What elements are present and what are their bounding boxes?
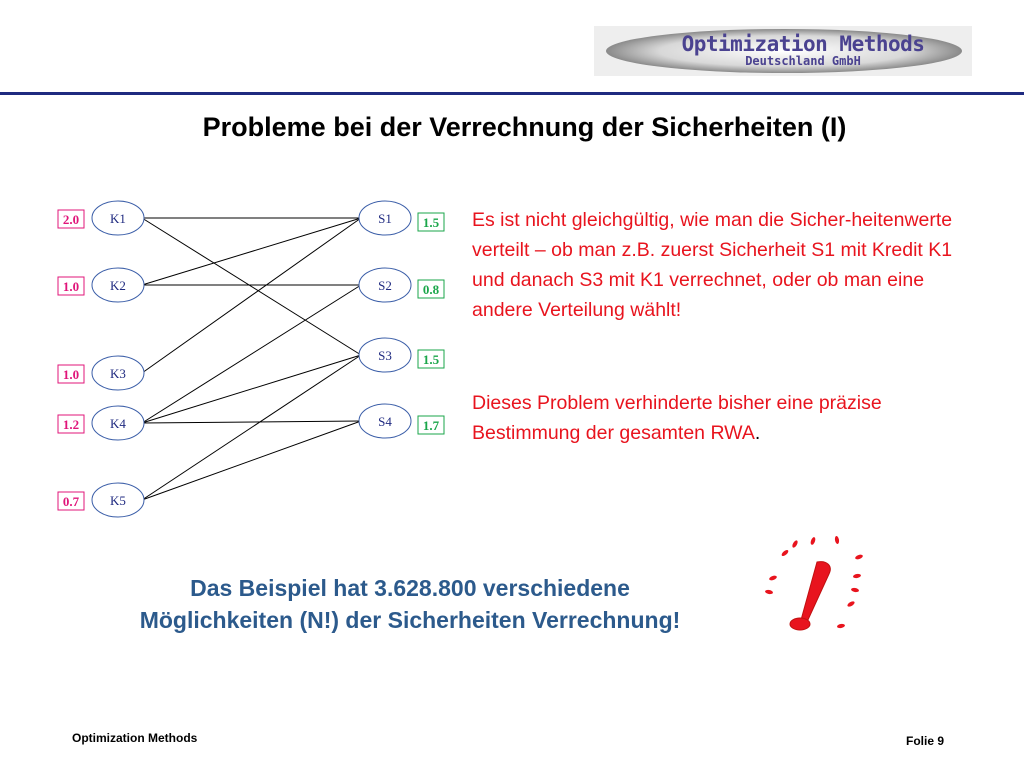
security-s2-value: 0.8 — [422, 282, 440, 297]
credit-k4-value: 1.2 — [62, 417, 80, 432]
company-logo — [594, 26, 972, 76]
credit-k1-value: 2.0 — [62, 212, 80, 227]
edge-K3-S1 — [142, 218, 361, 373]
edge-K2-S1 — [142, 218, 361, 285]
credit-k5-value: 0.7 — [62, 494, 80, 509]
paragraph-2-text: Dieses Problem verhinderte bisher eine präzise Bestimmung der gesamten RWA — [472, 392, 882, 444]
bottom-line-2: Möglichkeiten (N!) der Sicherheiten Verrechnung! — [139, 607, 681, 633]
security-s3-label: S3 — [378, 348, 392, 363]
bottom-statement — [60, 572, 760, 636]
edge-K1-S3 — [142, 218, 361, 355]
edge-K5-S3 — [142, 355, 361, 500]
credit-k5-label: K5 — [110, 493, 126, 508]
slide-title: Probleme bei der Verrechnung der Sicherheiten (I) — [202, 112, 847, 142]
credit-k3-label: K3 — [110, 366, 126, 381]
footer-slide-number: Folie 9 — [906, 734, 945, 748]
paragraph-2 — [472, 388, 987, 448]
security-s1-label: S1 — [378, 211, 392, 226]
paragraph-1: Es ist nicht gleichgültig, wie man die Sicher-heitenwerte verteilt – ob man z.B. zuerst Sicherheit S1 mit Kredit K1 und danach S3 mit K1 verrechnet, oder ob man eine andere Verteilung wählt! — [472, 209, 953, 321]
security-s4-label: S4 — [378, 414, 392, 429]
edge-K5-S4 — [142, 421, 361, 500]
bottom-line-1: Das Beispiel hat 3.628.800 verschiedene — [190, 575, 630, 601]
security-s1-value: 1.5 — [422, 215, 440, 230]
logo-title: Optimization Methods — [681, 32, 925, 56]
credit-k2-label: K2 — [110, 278, 126, 293]
security-s3-value: 1.5 — [422, 352, 440, 367]
security-s4-value: 1.7 — [422, 418, 440, 433]
edge-K4-S4 — [142, 421, 361, 423]
edge-K4-S2 — [142, 285, 361, 423]
credit-k1-label: K1 — [110, 211, 126, 226]
credit-k2-value: 1.0 — [62, 279, 80, 294]
edge-K4-S3 — [142, 355, 361, 423]
credit-k3-value: 1.0 — [62, 367, 80, 382]
footer-company: Optimization Methods — [72, 731, 198, 745]
credit-k4-label: K4 — [110, 416, 126, 431]
security-s2-label: S2 — [378, 278, 392, 293]
allocation-diagram — [0, 0, 470, 540]
exclamation-icon — [755, 530, 870, 640]
paragraph-2-period: . — [754, 422, 761, 444]
logo-subtitle: Deutschland GmbH — [745, 54, 861, 68]
